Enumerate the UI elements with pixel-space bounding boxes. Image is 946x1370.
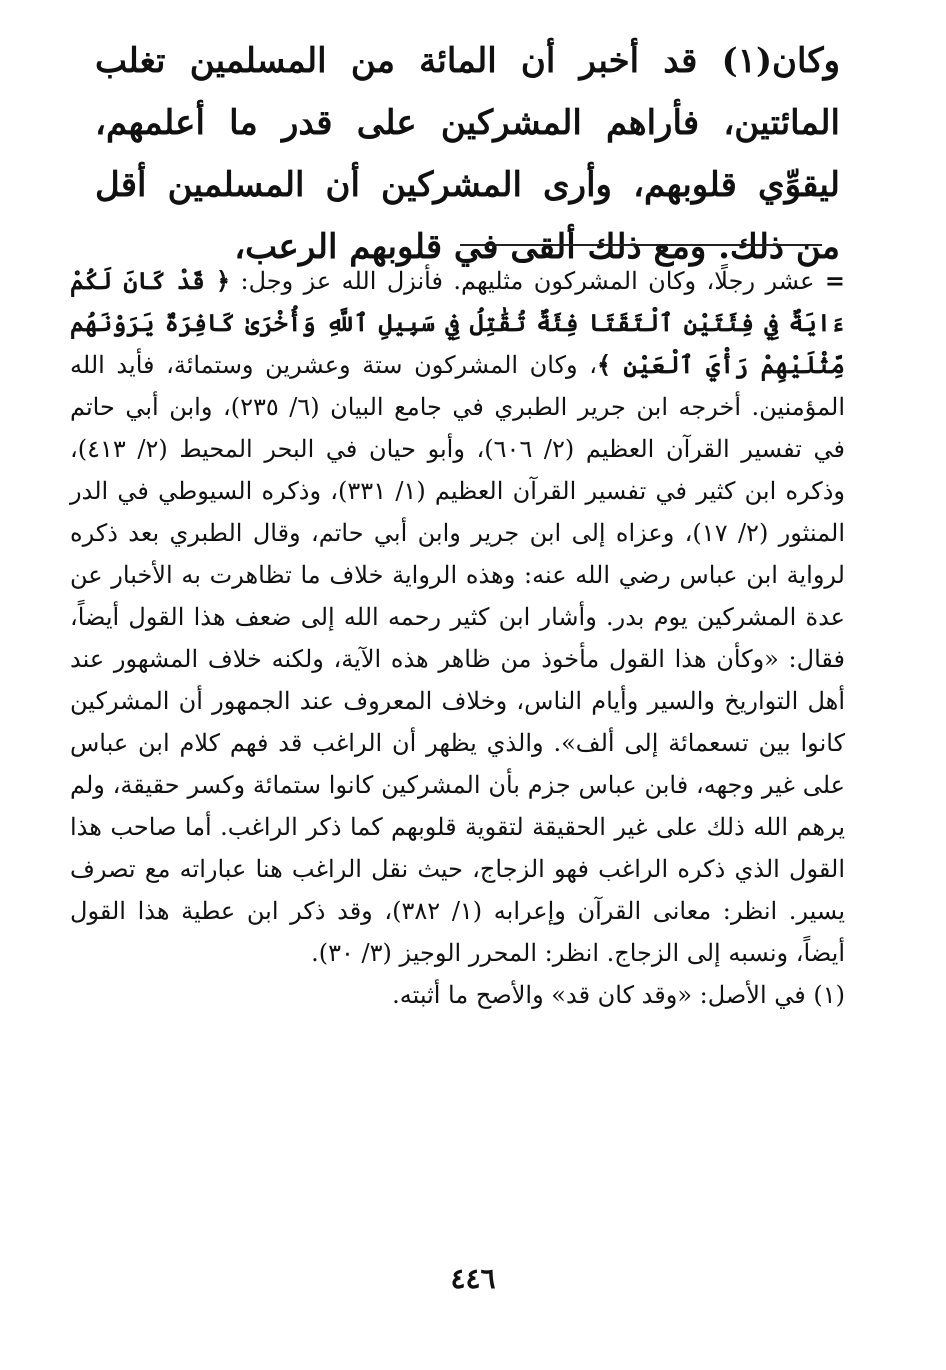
footnote-text-part2: ، وكان المشركون ستة وعشرين وستمائة، فأيد الله المؤمنين. أخرجه ابن جرير الطبري في جامع البيان (٦/ ٢٣٥)، وابن أبي حاتم في تفسير القرآن العظيم (٢/ ٦٠٦)، وأبو حيان في البحر المحيط (٢/ ٤١٣)، وذكره ابن كثير في تفسير القرآن العظيم (١/ ٣٣١)، وذكره السيوطي في الدر المنثور (٢/ ١٧)، وعزاه إلى ابن جرير وابن أبي حاتم، وقال الطبري بعد ذكره لرواية ابن عباس رضي الله عنه: وهذه الرواية خلاف ما تظاهرت به الأخبار عن عدة المشركين يوم بدر. وأشار ابن كثير رحمه الله إلى ضعف هذا القول أيضاً، فقال: «وكأن هذا القول مأخوذ من ظاهر هذه الآية، ولكنه خلاف المشهور عند أهل التواريخ والسير وأيام الناس، وخلاف المعروف عند الجمهور أن المشركين كانوا بين تسعمائة إلى ألف». والذي يظهر أن الراغب قد فهم كلام ابن عباس على غير وجهه، فابن عباس جزم بأن المشركين كانوا ستمائة وكسر حقيقة، ولم يرهم الله ذلك على غير الحقيقة لتقوية قلوبهم كما ذكر الراغب. أما صاحب هذا القول الذي ذكره الراغب فهو الزجاج، حيث نقل الراغب هنا عباراته مع تصرف يسير. انظر: معانى القرآن وإعرابه (١/ ٣٨٢)، وقد ذكر ابن عطية هذا القول أيضاً، ونسبه إلى الزجاج. انظر: المحرر الوجيز (٣/ ٣٠). xyxy=(70,351,846,967)
main-paragraph: وكان(١) قد أخبر أن المائة من المسلمين تغلب المائتين، فأراهم المشركين على قدر ما أعلمهم، ليقوِّي قلوبهم، وأرى المشركين أن المسلمين أقل من ذلك. ومع ذلك ألقى في قلوبهم الرعب، xyxy=(95,41,840,267)
main-text-block xyxy=(95,30,840,278)
footnote-text-part1: عشر رجلًا، وكان المشركون مثليهم. فأنزل الله عز وجل: xyxy=(240,267,815,295)
footnote-separator xyxy=(460,244,822,246)
footnote-1: (١) في الأصل: «وقد كان قد» والأصح ما أثبته. xyxy=(392,981,845,1009)
continuation-mark: = xyxy=(824,266,845,295)
footnotes-block xyxy=(70,260,845,1016)
quran-verse: ﴿ قَدْ كَانَ لَكُمْ ءَايَةٌ فِي فِئَتَيْنِ ٱلْتَقَتَا فِئَةٌ تُقَٰتِلُ فِي سَبِيلِ ٱللَّهِ وَأُخْرَىٰ كَافِرَةٌ يَرَوْنَهُم مِّثْلَيْهِمْ رَأْيَ ٱلْعَيْنِ ﴾ xyxy=(70,266,845,379)
page-number: ٤٤٦ xyxy=(450,1262,496,1295)
footnote-continuation xyxy=(70,260,845,974)
